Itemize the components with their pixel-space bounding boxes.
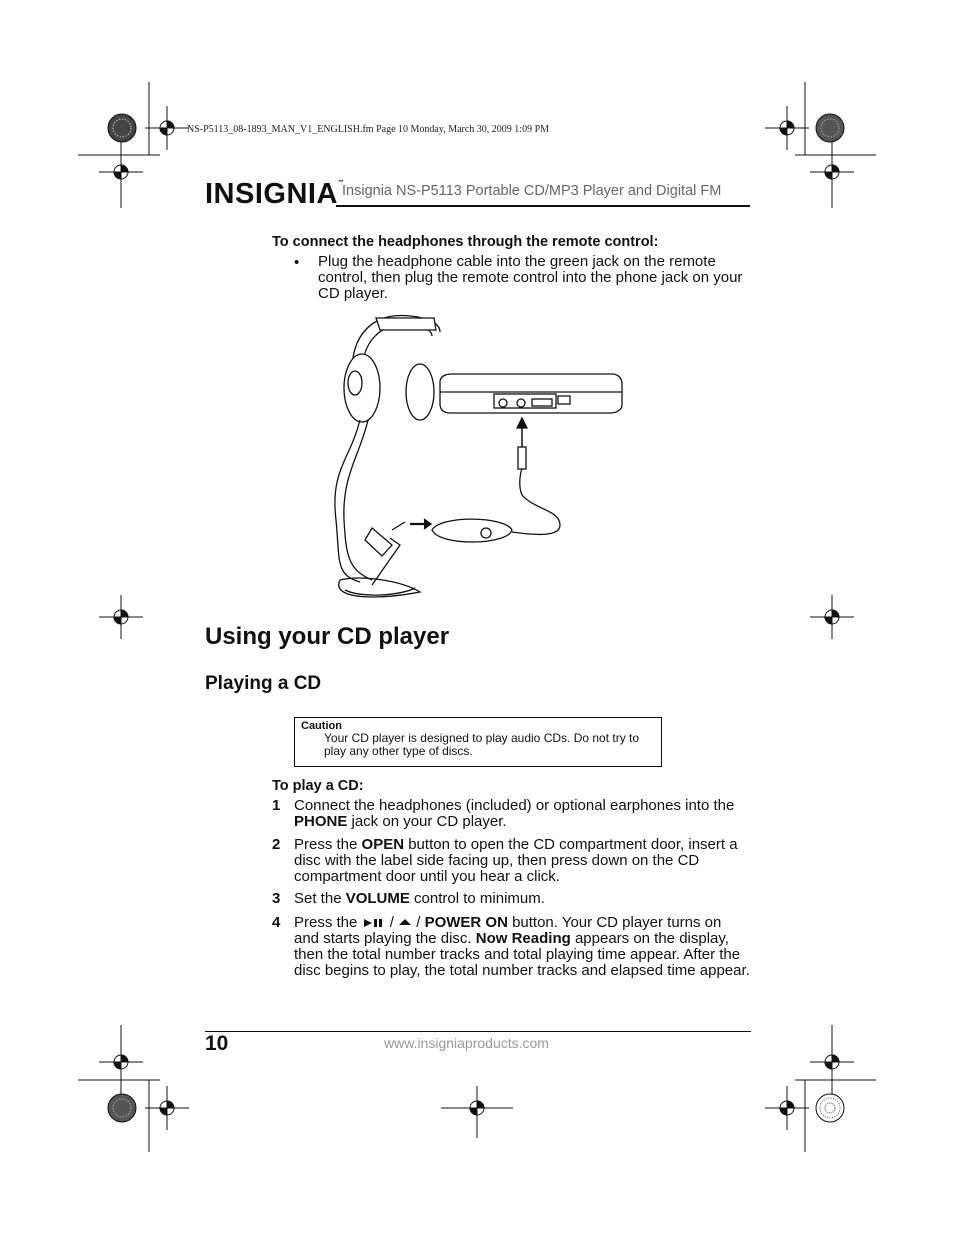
caution-box xyxy=(294,717,662,767)
trademark-symbol: ™ xyxy=(337,180,345,186)
bullet-marker: • xyxy=(294,254,300,271)
step-number: 4 xyxy=(272,914,281,931)
caution-body: Your CD player is designed to play audio CDs. Do not try to play any other type of discs. xyxy=(324,731,640,758)
eject-icon xyxy=(398,917,412,929)
step-text: Press the xyxy=(294,836,362,853)
step-item xyxy=(272,891,750,907)
step-text: control to minimum. xyxy=(409,890,545,907)
step-text: appears on the display, then the total number tracks and total playing time appear. After the disc begins to play, the total number tracks and elapsed time appear. xyxy=(294,930,750,979)
step-keyword: POWER ON xyxy=(424,914,508,931)
step-separator: / xyxy=(412,914,425,931)
brand-name: INSIGNIA xyxy=(205,178,338,210)
page-number: 10 xyxy=(205,1032,229,1055)
footer-rule xyxy=(205,1031,751,1032)
play-heading: To play a CD: xyxy=(272,778,364,794)
headphones-illustration xyxy=(335,316,622,597)
step-text: button. Your CD player turns on and starts playing the disc. xyxy=(294,914,722,947)
print-slug: NS-P5113_08-1893_MAN_V1_ENGLISH.fm Page 10 Monday, March 30, 2009 1:09 PM xyxy=(187,124,550,135)
step-item xyxy=(272,915,750,979)
step-separator: / xyxy=(385,914,399,931)
headphones-instruction: Plug the headphone cable into the green jack on the remote control, then plug the remote control into the phone jack on your CD player. xyxy=(318,253,743,302)
step-item xyxy=(272,837,750,885)
step-keyword: Now Reading xyxy=(475,930,571,947)
footer-url: www.insigniaproducts.com xyxy=(384,1035,549,1051)
step-number: 3 xyxy=(272,890,281,907)
header-title: Insignia NS-P5113 Portable CD/MP3 Player and Digital FM xyxy=(342,183,722,199)
step-text: Set the xyxy=(294,890,346,907)
step-text: Connect the headphones (included) or optional earphones into the xyxy=(294,797,735,814)
section-title: Using your CD player xyxy=(205,623,450,650)
caution-title: Caution xyxy=(301,720,342,732)
subsection-title: Playing a CD xyxy=(205,673,322,694)
step-number: 2 xyxy=(272,836,281,853)
step-text: jack on your CD player. xyxy=(347,813,507,830)
step-item xyxy=(272,798,750,830)
brand-logo xyxy=(205,178,344,211)
header-rule xyxy=(336,205,750,207)
step-keyword: PHONE xyxy=(294,813,348,830)
step-text: Press the xyxy=(294,914,362,931)
headphones-heading: To connect the headphones through the remote control: xyxy=(272,234,659,250)
step-keyword: OPEN xyxy=(361,836,405,853)
step-number: 1 xyxy=(272,797,281,814)
step-text: button to open the CD compartment door, insert a disc with the label side facing up, then press down on the CD compartment door until you hear a click. xyxy=(294,836,738,885)
step-keyword: VOLUME xyxy=(345,890,410,907)
play-pause-icon xyxy=(362,917,386,929)
